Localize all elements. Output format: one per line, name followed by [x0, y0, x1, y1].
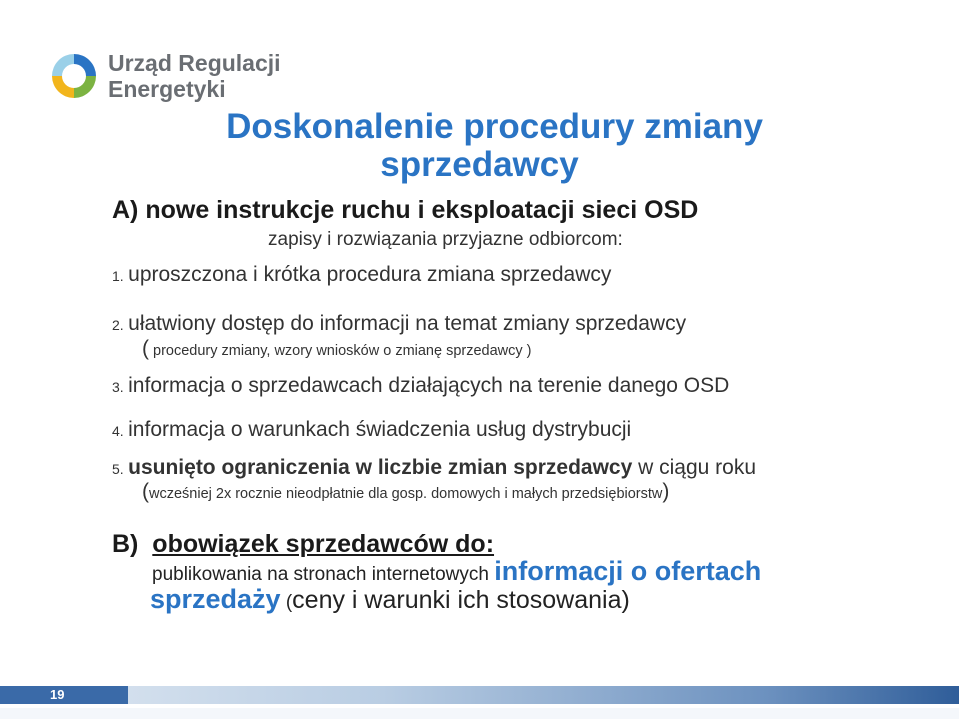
section-b-text: publikowania na stronach internetowych	[152, 564, 495, 585]
list-item-highlight: usunięto ograniczenia w liczbie zmian sprzedawcy	[128, 456, 633, 479]
list-item-highlight: informacja o sprzedawcach	[128, 374, 383, 397]
list-item	[112, 263, 611, 287]
logo-text-line1: Urząd Regulacji	[108, 50, 281, 76]
footer-base	[0, 708, 959, 719]
list-item-highlight: dostęp do informacji	[221, 312, 410, 335]
list-item-text: na temat zmiany sprzedawcy	[409, 312, 687, 335]
section-b-prefix: B)	[112, 530, 139, 558]
list-item	[112, 312, 686, 336]
section-a-heading: A) nowe instrukcje ruchu i eksploatacji sieci OSD	[112, 196, 699, 224]
list-item-text: w ciągu roku	[632, 456, 757, 479]
slide-title-line2: sprzedawcy	[380, 145, 579, 184]
list-item-number: 1.	[112, 268, 124, 284]
list-item-text: i	[247, 263, 264, 286]
note-open-paren: (	[142, 480, 149, 503]
ure-logo-icon	[48, 50, 100, 102]
logo-text-line2: Energetyki	[108, 76, 226, 102]
list-item-text: informacja o warunkach świadczenia usług dystrybucji	[128, 418, 632, 441]
slide-title-line1: Doskonalenie procedury zmiany	[226, 107, 763, 146]
list-item-note	[142, 337, 532, 361]
list-item	[112, 456, 756, 480]
list-item-number: 2.	[112, 317, 124, 333]
section-b-title: obowiązek sprzedawców do:	[152, 530, 495, 558]
list-item-text: działających na terenie danego OSD	[382, 374, 730, 397]
section-b-line1	[152, 556, 761, 587]
list-item-text: procedura zmiana sprzedawcy	[320, 263, 612, 286]
list-item-note	[142, 480, 669, 504]
section-a-intro: zapisy i rozwiązania przyjazne odbiorcom:	[268, 229, 623, 250]
note-close-paren: )	[662, 480, 670, 503]
list-item-number: 5.	[112, 461, 124, 477]
section-b-highlight: informacji o ofertach	[494, 556, 762, 586]
slide-title	[0, 108, 959, 184]
note-text: wcześniej 2x rocznie nieodpłatnie dla gosp. domowych i małych przedsiębiorstw	[149, 486, 663, 502]
list-item	[112, 418, 631, 442]
list-item-highlight: krótka	[263, 263, 321, 286]
section-b-heading	[112, 530, 494, 559]
section-b-highlight: sprzedaży	[150, 584, 281, 614]
page-number: 19	[50, 687, 65, 702]
note-open-paren: (	[142, 337, 149, 360]
section-b-line2	[150, 584, 630, 615]
list-item-number: 4.	[112, 423, 124, 439]
note-text: procedury zmiany, wzory wniosków o zmianę sprzedawcy )	[149, 343, 532, 359]
list-item-highlight: uproszczona	[128, 263, 248, 286]
list-item	[112, 374, 729, 398]
footer-bar	[0, 686, 959, 704]
list-item-text: ułatwiony	[128, 312, 222, 335]
section-b-open-paren: (	[280, 592, 293, 613]
section-b-text: ceny i warunki ich stosowania)	[292, 586, 630, 614]
list-item-number: 3.	[112, 379, 124, 395]
